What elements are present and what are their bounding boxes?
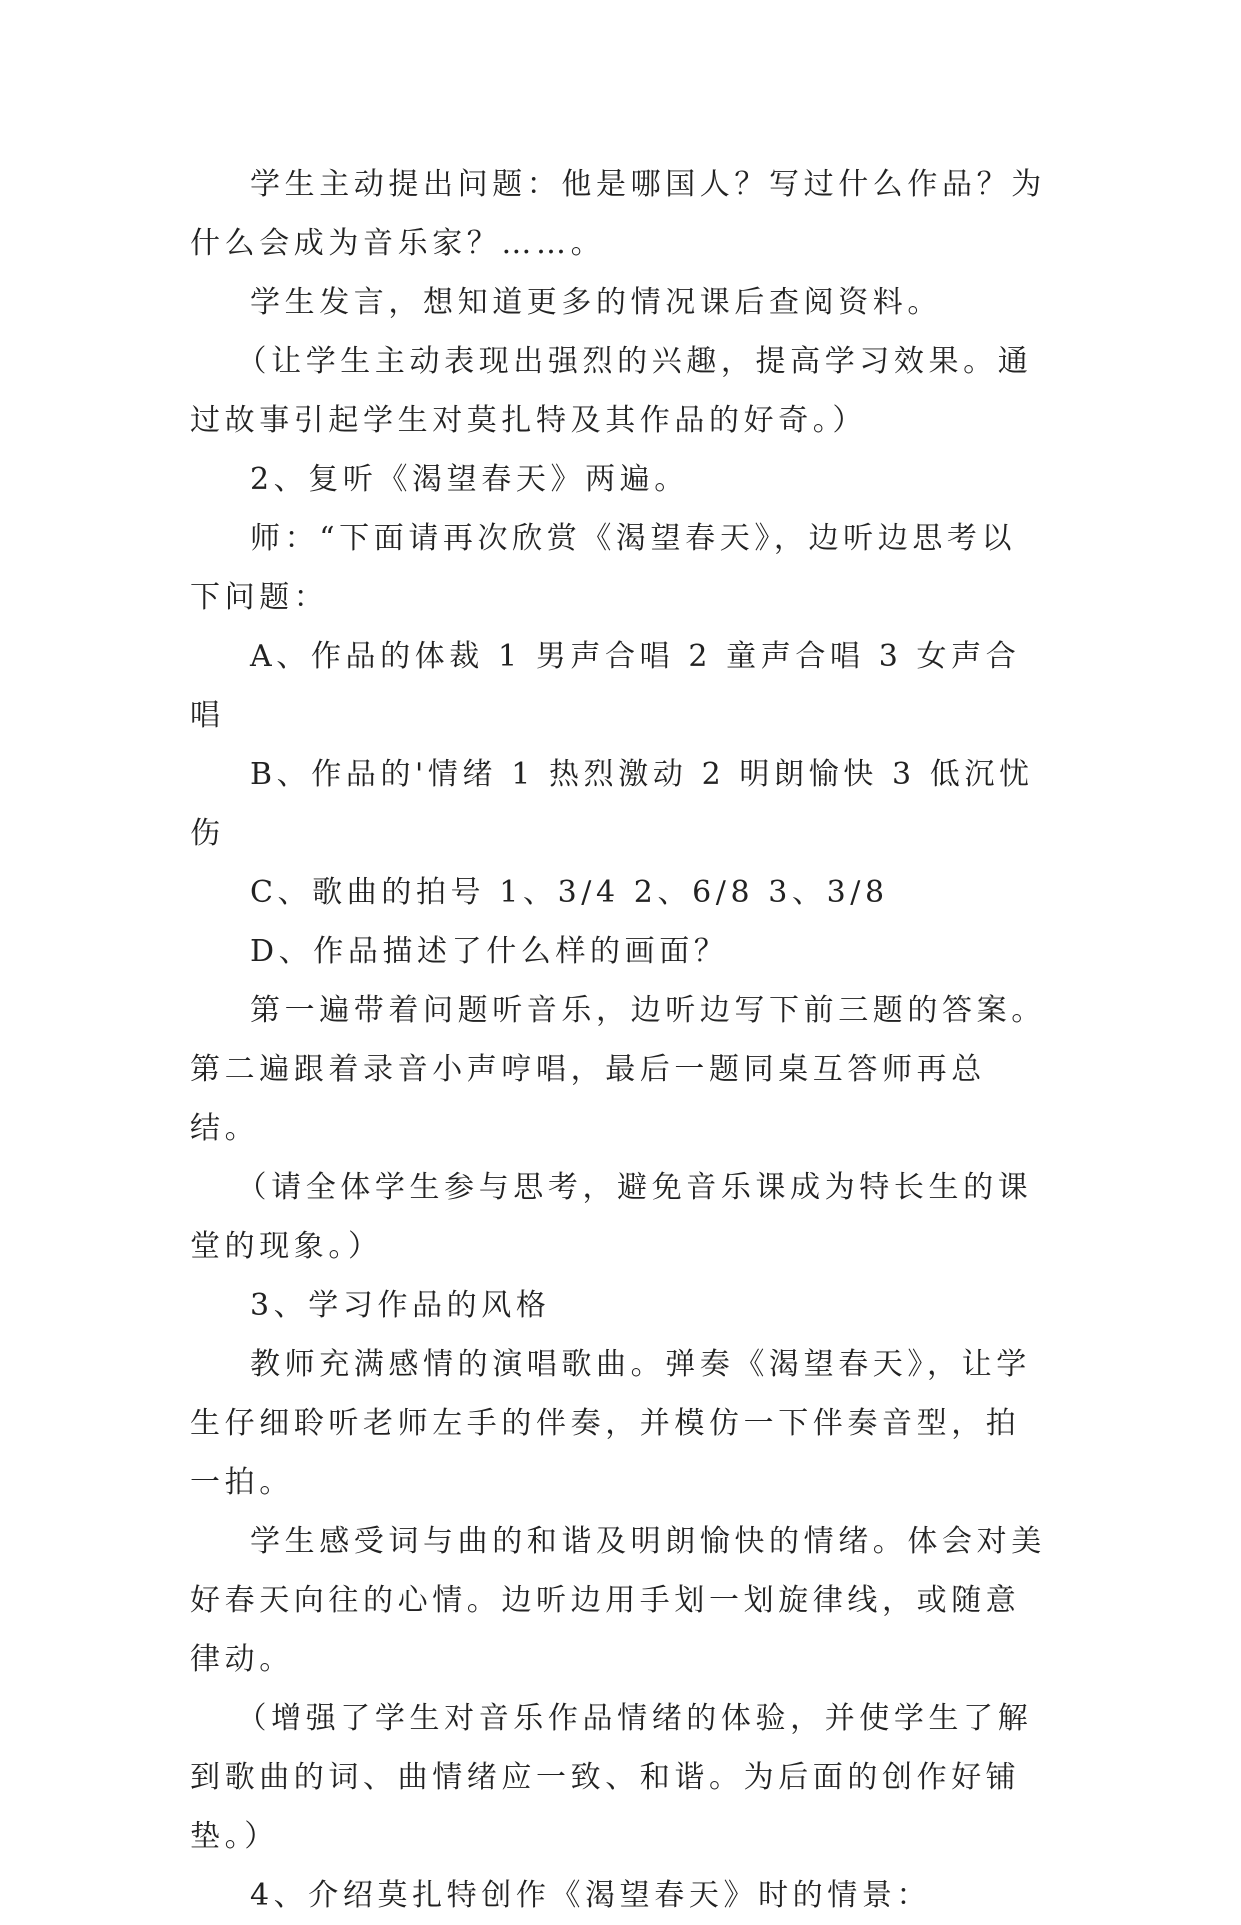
paragraph-student-questions: 学生主动提出问题：他是哪国人？写过什么作品？为什么会成为音乐家？……。 — [190, 167, 1046, 261]
paragraph-student-speak: 学生发言，想知道更多的情况课后查阅资料。 — [250, 285, 942, 320]
paragraph-question-c: C、歌曲的拍号 1、3/4 2、6/8 3、3/8 — [250, 875, 889, 910]
paragraph-listening-process: 第一遍带着问题听音乐，边听边写下前三题的答案。第二遍跟着录音小声哼唱，最后一题同桌互答师再总结。 — [190, 993, 1046, 1146]
paragraph-question-d: D、作品描述了什么样的画面？ — [250, 934, 729, 969]
paragraph-note-participation: （请全体学生参与思考，避免音乐课成为特长生的课堂的现象。） — [190, 1170, 1033, 1264]
document-body — [190, 155, 1050, 1925]
paragraph-student-feel: 学生感受词与曲的和谐及明朗愉快的情绪。体会对美好春天向往的心情。边听边用手划一划旋律线，或随意律动。 — [190, 1524, 1046, 1677]
paragraph-teacher-prompt: 师：“下面请再次欣赏《渴望春天》，边听边思考以下问题： — [190, 521, 1017, 615]
paragraph-step-3-heading: 3、学习作品的风格 — [250, 1288, 551, 1323]
paragraph-step-4-heading: 4、介绍莫扎特创作《渴望春天》时的情景： — [250, 1878, 932, 1913]
paragraph-teacher-sings: 教师充满感情的演唱歌曲。弹奏《渴望春天》，让学生仔细聆听老师左手的伴奏，并模仿一下伴奏音型，拍一拍。 — [190, 1347, 1031, 1500]
paragraph-step-2-heading: 2、复听《渴望春天》两遍。 — [250, 462, 689, 497]
paragraph-note-emotion: （增强了学生对音乐作品情绪的体验，并使学生了解到歌曲的词、曲情绪应一致、和谐。为后面的创作好铺垫。） — [190, 1701, 1033, 1854]
paragraph-question-b: B、作品的'情绪 1 热烈激动 2 明朗愉快 3 低沉忧伤 — [190, 757, 1034, 851]
paragraph-question-a: A、作品的体裁 1 男声合唱 2 童声合唱 3 女声合唱 — [190, 639, 1021, 733]
paragraph-note-interest: （让学生主动表现出强烈的兴趣，提高学习效果。通过故事引起学生对莫扎特及其作品的好奇。） — [190, 344, 1033, 438]
